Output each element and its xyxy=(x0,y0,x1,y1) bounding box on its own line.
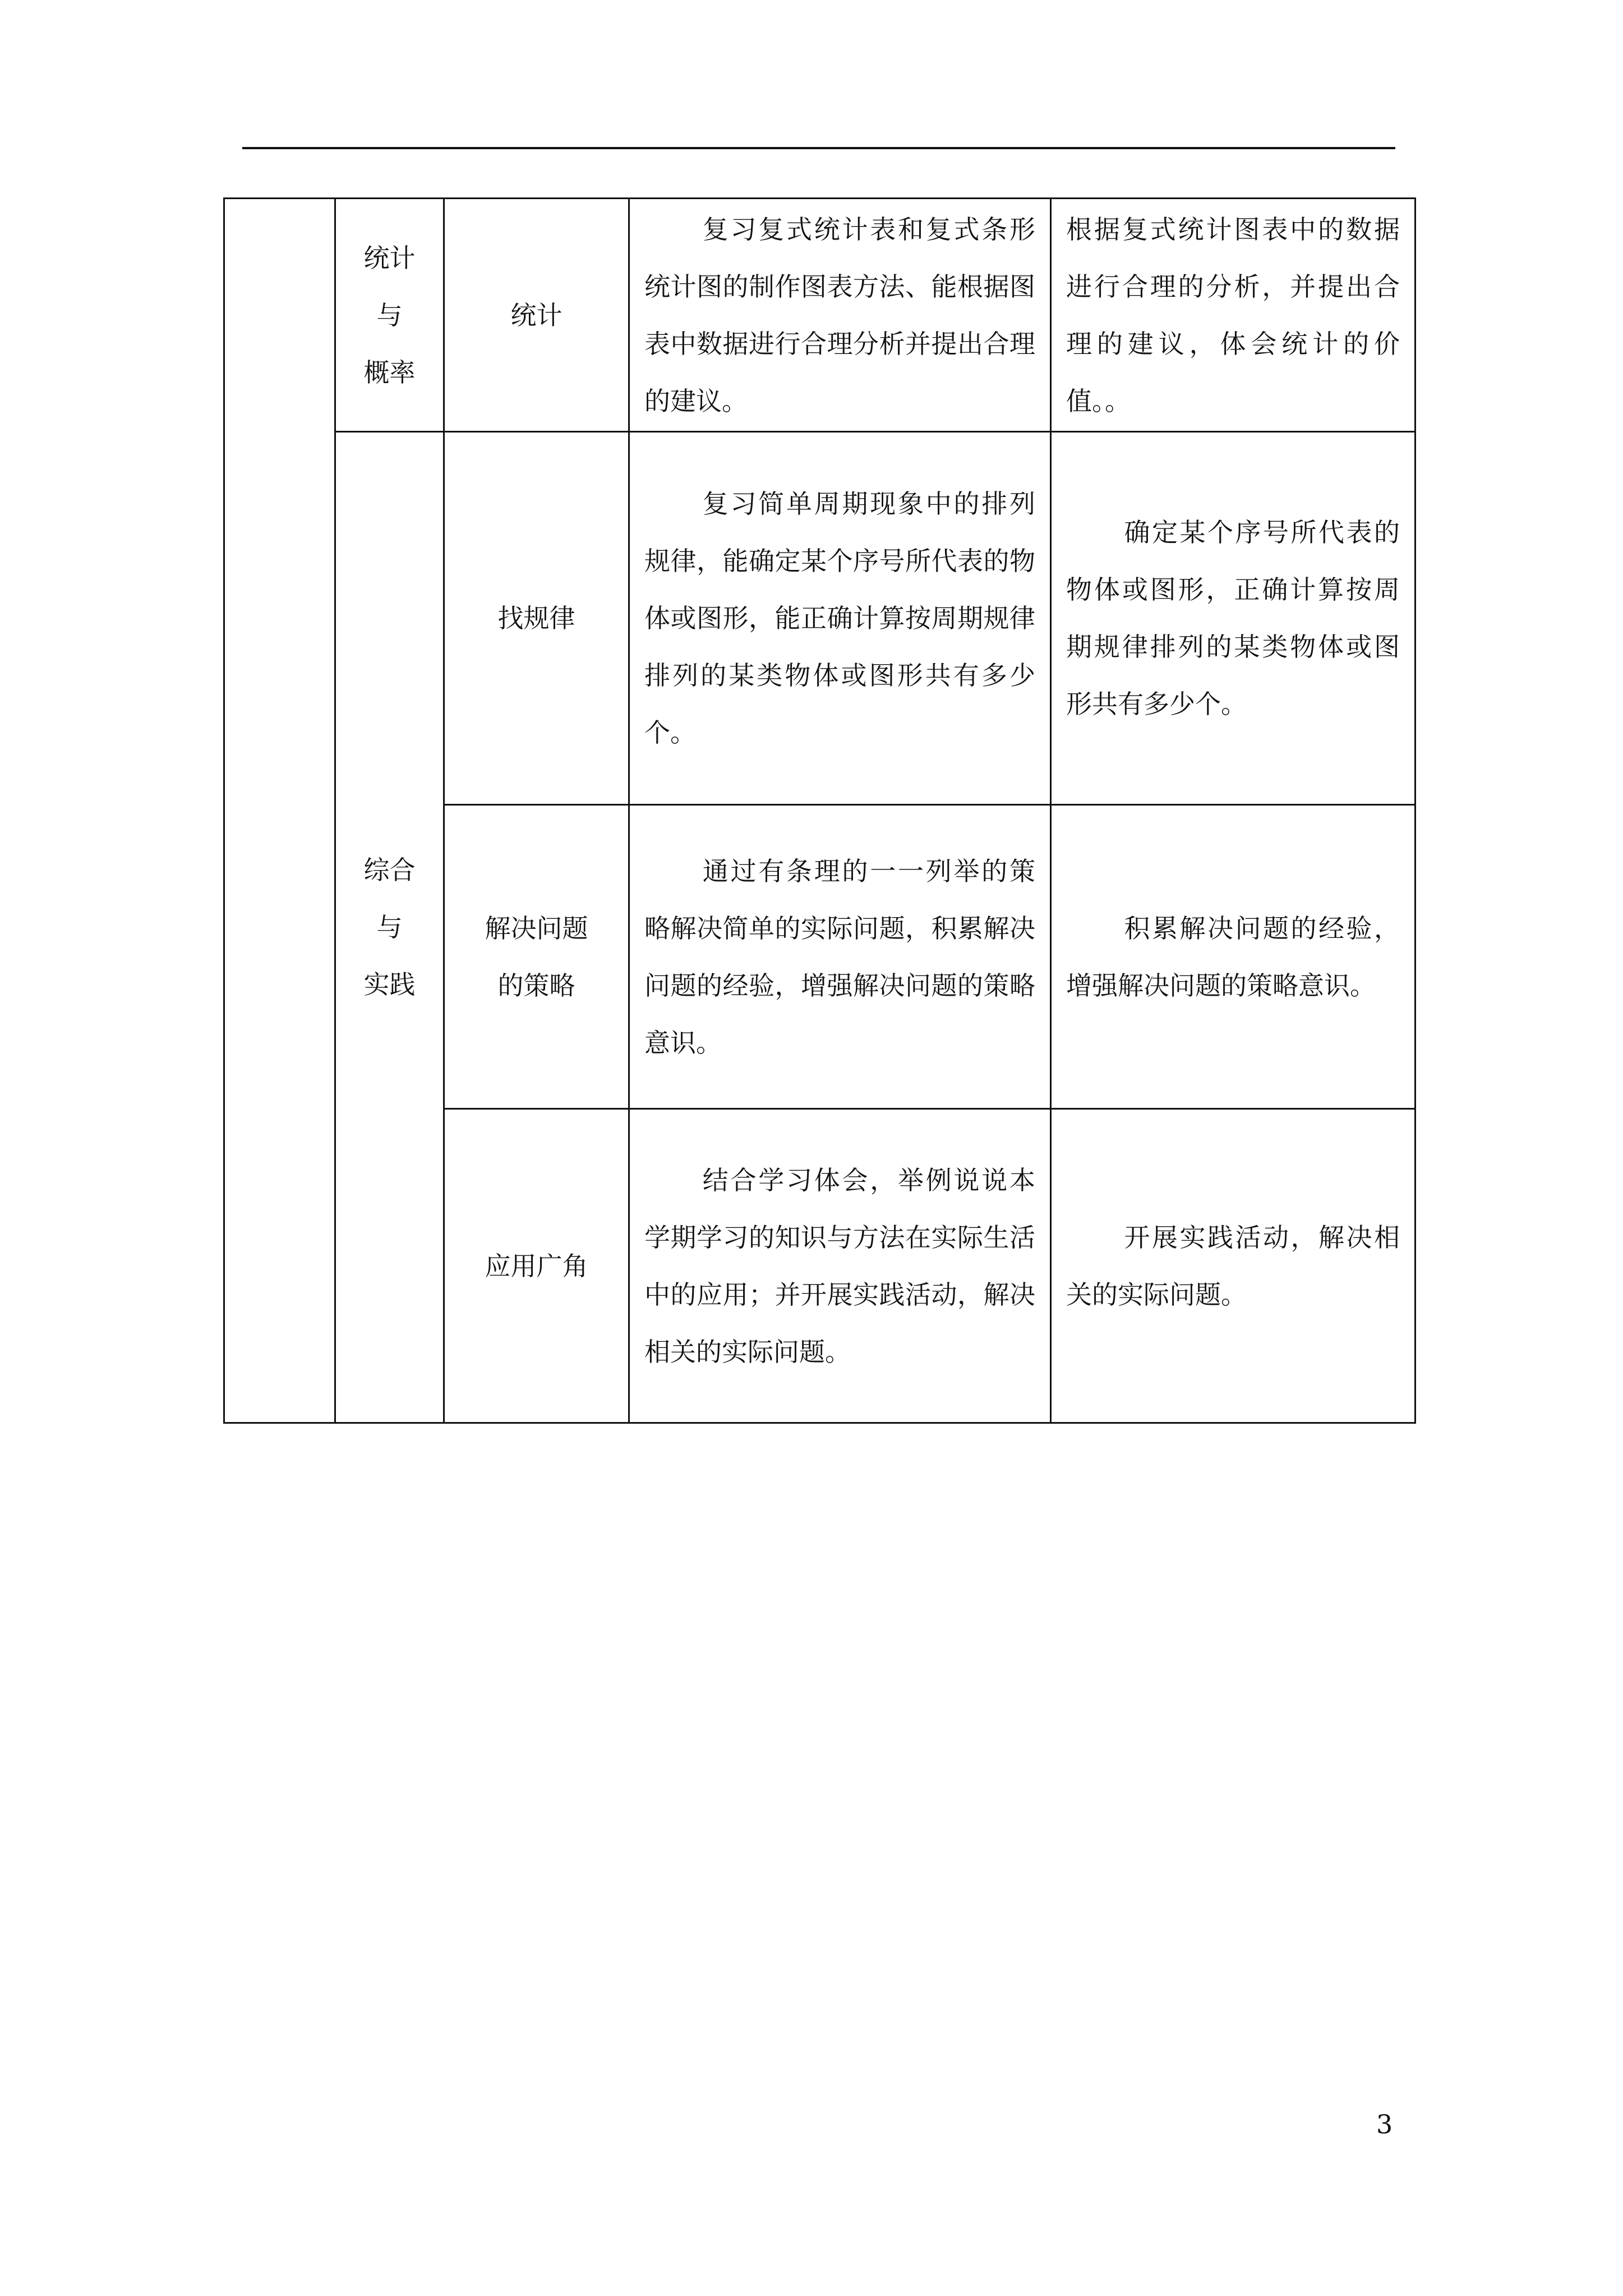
domain-line: 与 xyxy=(376,300,403,330)
page-number: 3 xyxy=(1376,2109,1393,2139)
domain-line: 综合 xyxy=(363,855,416,885)
content-text: 复习简单周期现象中的排列规律，能确定某个序号所代表的物体或图形，能正确计算按周期规律排列的某类物体或图形共有多少个。 xyxy=(644,489,1035,748)
content-cell xyxy=(629,805,1051,1109)
content-text: 复习复式统计表和复式条形统计图的制作图表方法、能根据图表中数据进行合理分析并提出合理的建议。 xyxy=(644,214,1035,416)
goal-cell xyxy=(1051,1109,1415,1423)
header-rule xyxy=(242,147,1395,149)
goal-text: 确定某个序号所代表的物体或图形，正确计算按周期规律排列的某类物体或图形共有多少个。 xyxy=(1066,517,1400,719)
goal-text: 开展实践活动，解决相关的实际问题。 xyxy=(1066,1222,1400,1310)
goal-text: 根据复式统计图表中的数据进行合理的分析，并提出合理的建议，体会统计的价值。。 xyxy=(1066,214,1400,416)
content-cell xyxy=(629,199,1051,432)
content-text: 通过有条理的一一列举的策略解决简单的实际问题，积累解决问题的经验，增强解决问题的策略意识。 xyxy=(644,855,1035,1058)
table-row xyxy=(224,199,1415,432)
topic-cell xyxy=(444,1109,629,1423)
topic-cell xyxy=(444,199,629,432)
review-plan-table xyxy=(223,197,1416,1424)
domain-line: 与 xyxy=(376,912,403,942)
topic-cell xyxy=(444,805,629,1109)
domain-line: 统计 xyxy=(363,242,416,273)
domain-cell-practice xyxy=(335,432,444,1423)
content-text: 结合学习体会，举例说说本学期学习的知识与方法在实际生活中的应用；并开展实践活动，解决相关的实际问题。 xyxy=(644,1165,1035,1367)
topic-cell xyxy=(444,432,629,805)
goal-cell xyxy=(1051,805,1415,1109)
topic-line: 解决问题 xyxy=(485,913,588,944)
topic-line: 的策略 xyxy=(497,970,575,1001)
goal-cell xyxy=(1051,199,1415,432)
domain-line: 概率 xyxy=(363,357,416,388)
content-cell xyxy=(629,1109,1051,1423)
content-cell xyxy=(629,432,1051,805)
domain-line: 实践 xyxy=(363,969,416,1000)
topic-line: 统计 xyxy=(510,300,562,330)
topic-line: 应用广角 xyxy=(485,1250,588,1281)
topic-line: 找规律 xyxy=(497,603,575,633)
category-cell-empty xyxy=(224,199,335,1423)
goal-text: 积累解决问题的经验，增强解决问题的策略意识。 xyxy=(1066,913,1400,1001)
table-row xyxy=(224,432,1415,805)
domain-cell-statistics xyxy=(335,199,444,432)
goal-cell xyxy=(1051,432,1415,805)
